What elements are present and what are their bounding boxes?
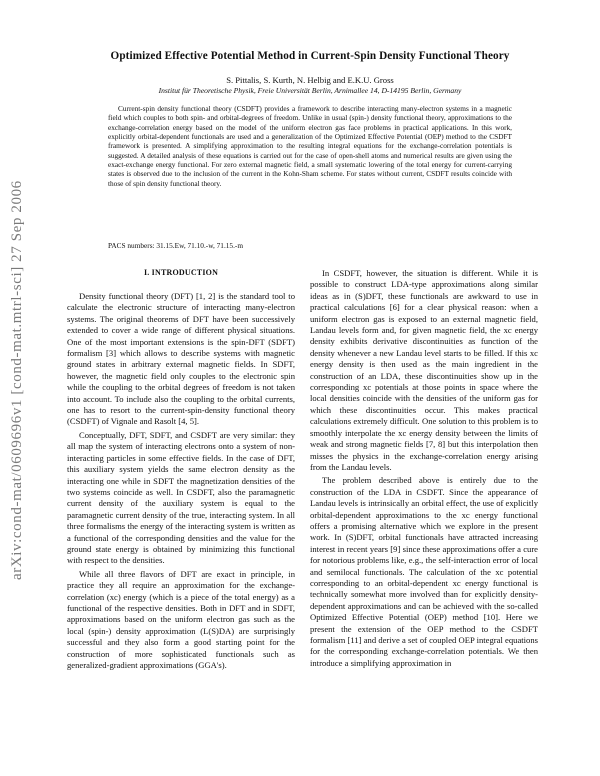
arxiv-identifier-stamp: arXiv:cond-mat/0609696v1 [cond-mat.mtrl-sci] 27 Sep 2006 xyxy=(9,180,25,580)
body-paragraph: While all three flavors of DFT are exact in principle, in practice they all require an approximation for the exchange-correlation (xc) energy (which is a piece of the total energy) as a functional of the respective densities. Both in DFT and in SDFT, approximations based on the uniform electron gas such as the local (spin-) density approximation (L(S)DA) are surprisingly successful and they also form a good starting point for the construction of more sophisticated functionals such as generalized-gradient approximations (GGA's). xyxy=(67,568,295,670)
right-column xyxy=(310,268,538,671)
author-affiliation: Institut für Theoretische Physik, Freie Universität Berlin, Arnimallee 14, D-14195 Berlin, Germany xyxy=(158,86,462,95)
pacs-numbers: PACS numbers: 31.15.Ew, 71.10.-w, 71.15.-m xyxy=(108,241,243,250)
author-list: S. Pittalis, S. Kurth, N. Helbig and E.K.U. Gross xyxy=(226,75,394,85)
abstract: Current-spin density functional theory (CSDFT) provides a framework to describe interacting many-electron systems in a magnetic field which couples to both spin- and orbital-degrees of freedom. Unlike in usual (spin-) density functional theory, approximations to the exchange-correlation energy based on the model of the uniform electron gas face problems in practical applications. In this work, explicitly orbital-dependent functionals are used and a generalization of the Optimized Effective Potential (OEP) method to the CSDFT framework is presented. A simplifying approximation to the resulting integral equations for the exchange-correlation potentials is suggested. A detailed analysis of these equations is carried out for the case of open-shell atoms and numerical results are given using the exact-exchange energy functional. For zero external magnetic field, a small systematic lowering of the total energy for current-carrying states is observed due to the inclusion of the current in the Kohn-Sham scheme. For states without current, CSDFT results coincide with those of spin density functional theory. xyxy=(108,104,512,188)
body-paragraph: In CSDFT, however, the situation is different. While it is possible to construct LDA-type approximations along similar ideas as in (S)DFT, these functionals are awkward to use in practical calculations [6] for a clear physical reason: when a uniform electron gas is exposed to an external magnetic field, Landau levels form and, for given magnetic field, the xc energy density exhibits derivative discontinuities as function of the density whenever a new Landau level starts to be filled. If this xc energy density is then used as the main ingredient in the construction of an LDA, these discontinuities show up in the corresponding xc potentials at those points in space where the local densities coincide with the densities of the uniform gas for which these discontinuities occur. This makes practical calculations extremely difficult. One solution to this problem is to smoothly interpolate the xc energy density between the limits of weak and strong magnetic fields [7, 8] but this interpolation then misses the physics in the exchange-correlation energy arising from the Landau levels. xyxy=(310,268,538,472)
section-heading-introduction: I. INTRODUCTION xyxy=(143,268,219,277)
body-paragraph: Density functional theory (DFT) [1, 2] is the standard tool to calculate the electronic structure of interacting many-electron systems. The original theorems of DFT have been successively extended to cover a wide range of different physical situations. One of the most important extensions is the spin-DFT (SDFT) formalism [3] which allows to describe systems with magnetic ground states in arbitrary external magnetic fields. In SDFT, however, the magnetic field only couples to the electronic spin while the coupling to the orbital degrees of freedom is not taken into account. To include also the coupling to the orbital currents, one has to resort to the current-spin-density functional theory (CSDFT) of Vignale and Rasolt [4, 5]. xyxy=(67,291,295,427)
body-paragraph: The problem described above is entirely due to the construction of the LDA in CSDFT. Since the appearance of Landau levels is intrinsically an orbital effect, the use of explicitly orbital-dependent approximations to the xc energy functional offers a promising alternative which we explore in the present work. In (S)DFT, orbital functionals have attracted increasing interest in recent years [9] since these approximations offer a cure for notorious problems like, e.g., the self-interaction error of local and semilocal functionals. The calculation of the xc potential corresponding to an orbital-dependent xc energy functional is technically somewhat more involved than for explicitly density-dependent approximations and can be achieved with the so-called Optimized Effective Potential (OEP) method [10]. Here we present the extension of the OEP method to the CSDFT formalism [11] and derive a set of coupled OEP integral equations for the corresponding exchange-correlation potentials. We then introduce a simplifying approximation in xyxy=(310,475,538,668)
body-paragraph: Conceptually, DFT, SDFT, and CSDFT are very similar: they all map the system of interacting electrons onto a system of non-interacting particles in some effective fields. In the case of DFT, this auxiliary system yields the same electron density as the interacting one while in SDFT the magnetization densities of the two systems coincide as well. In CSDFT, also the paramagnetic current density of the auxiliary system is equal to the paramagnetic current density of the true, interacting system. In all three formalisms the energy of the interacting system is written as a functional of the corresponding densities and the value for the ground state energy is obtained by minimizing this functional with respect to the densities. xyxy=(67,429,295,566)
left-column xyxy=(67,262,295,673)
paper-title: Optimized Effective Potential Method in Current-Spin Density Functional Theory xyxy=(110,50,510,62)
